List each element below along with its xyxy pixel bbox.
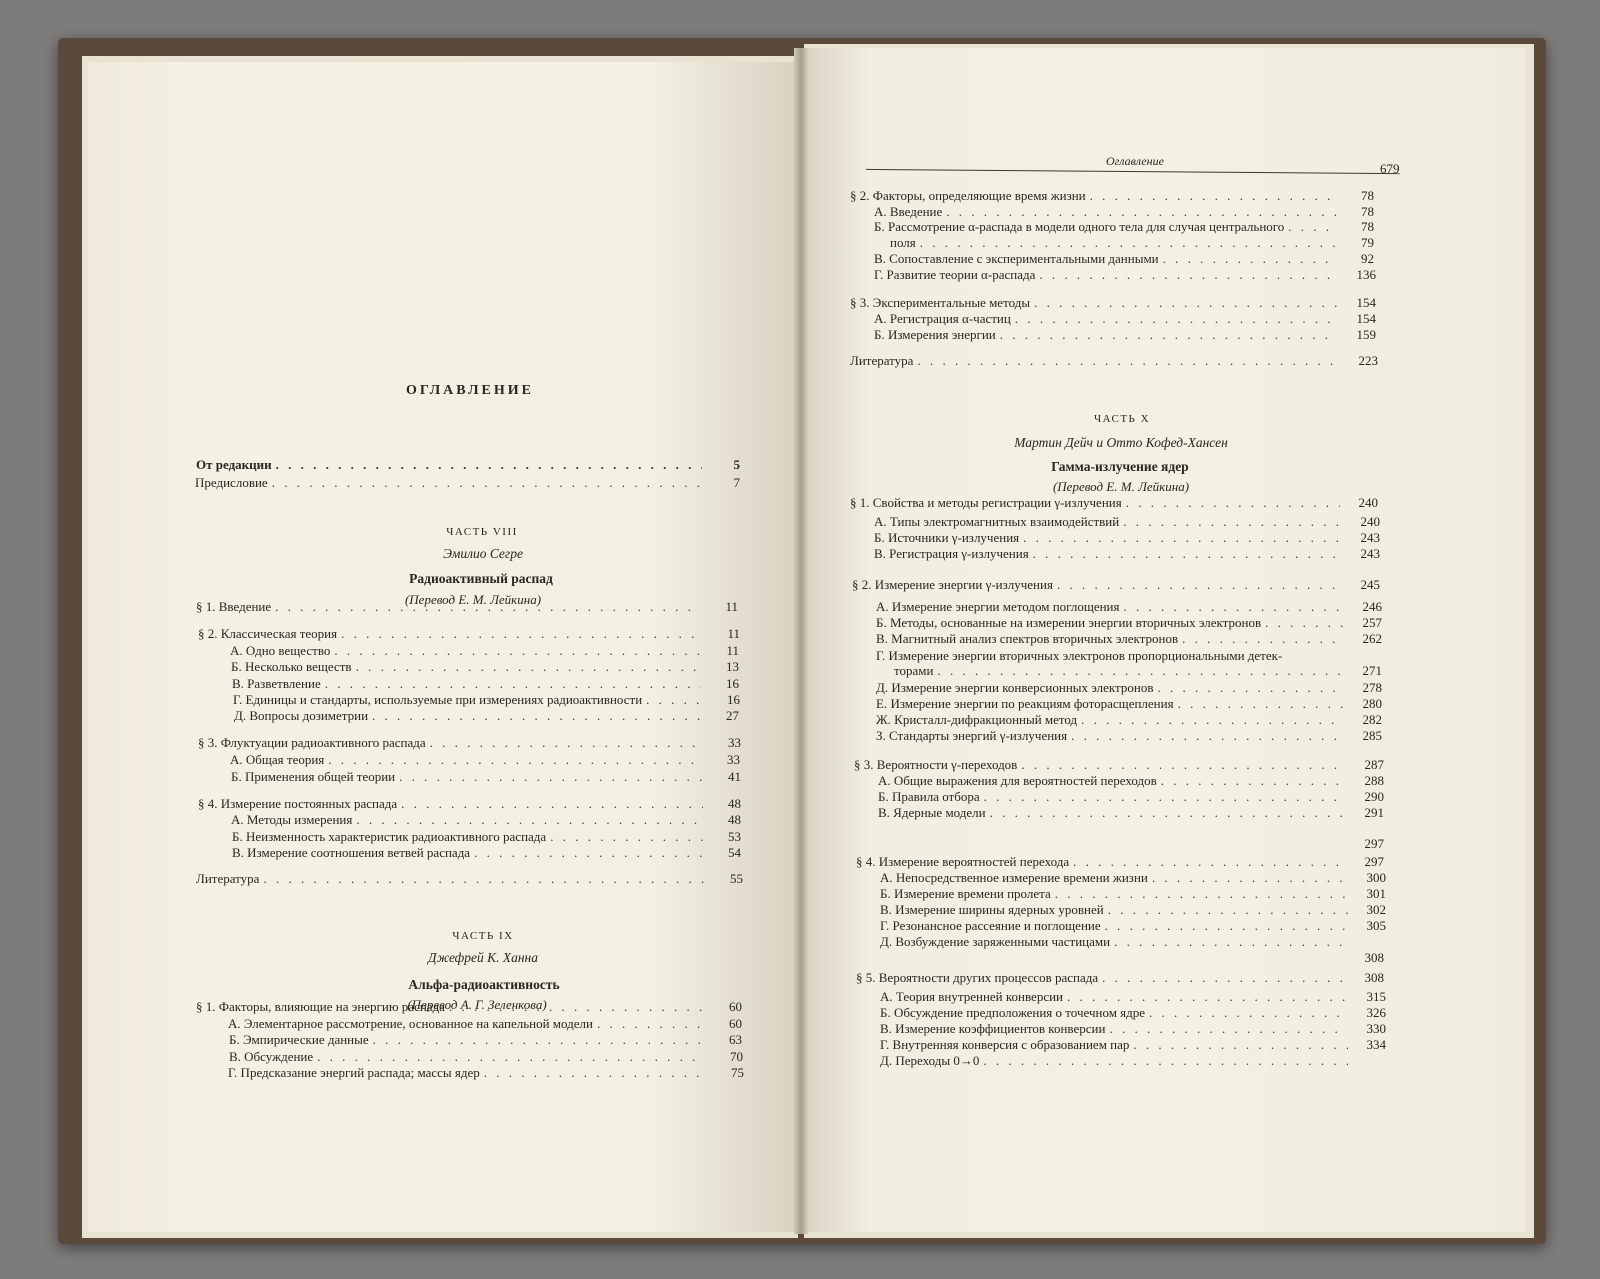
entry-page-number: 154 [1356, 311, 1376, 326]
dot-leader [1081, 713, 1344, 727]
entry-page-number: 243 [1360, 546, 1380, 561]
dot-leader [1114, 935, 1346, 949]
dot-leader [1057, 578, 1342, 592]
part8-title: Радиоактивный распад [409, 571, 553, 586]
entry-title: А. Регистрация α-частиц [874, 311, 1011, 326]
part10-entry [854, 758, 1384, 772]
entry-page-number: 243 [1360, 530, 1380, 545]
entry-page-number: 280 [1362, 696, 1382, 711]
entry-title: § 1. Свойства и методы регистрации γ-излучения [850, 495, 1122, 510]
entry-title: А. Общая теория [230, 752, 325, 767]
entry-page-number: 75 [731, 1065, 744, 1080]
part10-entry [852, 578, 1380, 592]
part10-entry [876, 649, 1382, 663]
dot-leader [401, 797, 703, 811]
entry-title: Б. Методы, основанные на измерении энергии вторичных электронов [876, 615, 1262, 630]
entry-page-number: 326 [1366, 1005, 1386, 1020]
part10-author: Мартин Дейч и Отто Кофед-Хансен [1014, 435, 1228, 450]
entry-page-number: 301 [1366, 886, 1386, 901]
part10-entry [874, 515, 1380, 529]
entry-page-number: 308 [1364, 950, 1384, 965]
dot-leader [646, 693, 702, 707]
part10-entry [878, 774, 1384, 788]
entry-title: Д. Возбуждение заряженными частицами [880, 934, 1111, 949]
entry-page-number: 278 [1362, 680, 1382, 695]
dot-leader [474, 846, 703, 860]
part9-entry [229, 1050, 743, 1064]
entry-page-number: 154 [1356, 295, 1376, 310]
dot-leader [1105, 919, 1348, 933]
part8-entry [231, 660, 739, 674]
part8-entry [196, 600, 738, 614]
part8-entry [231, 813, 741, 827]
part9-cont-entry [874, 328, 1376, 342]
dot-leader [1161, 774, 1346, 788]
entry-page-number: 297 [1364, 854, 1384, 869]
entry-title: Литература [850, 353, 914, 368]
entry-page-number: 291 [1364, 805, 1384, 820]
part8-entry [231, 770, 741, 784]
entry-page-number: 282 [1362, 712, 1382, 727]
dot-leader [276, 458, 702, 472]
dot-leader [399, 770, 703, 784]
entry-title: Предисловие [195, 475, 268, 490]
entry-page-number: 287 [1364, 757, 1384, 772]
entry-page-number: 16 [726, 676, 739, 691]
part10-entry [856, 855, 1384, 869]
entry-title: А. Методы измерения [231, 812, 353, 827]
dot-leader [597, 1017, 704, 1031]
entry-title: § 4. Измерение постоянных распада [198, 796, 398, 811]
entry-page-number: 78 [1361, 204, 1374, 219]
entry-page-number: 285 [1362, 728, 1382, 743]
part9-label: ЧАСТЬ IX [452, 930, 514, 942]
part8-entry [230, 753, 740, 767]
part8-translation: (Перевод Е. М. Лейкина) [404, 592, 542, 607]
part10-entry [876, 600, 1382, 614]
dot-leader [356, 660, 701, 674]
dot-leader [1055, 887, 1348, 901]
part9-cont-entry [874, 252, 1374, 266]
dot-leader [263, 872, 705, 886]
part10-entry [876, 681, 1382, 695]
dot-leader [1109, 1022, 1348, 1036]
part8-entry [198, 797, 741, 811]
part9-author: Джефрей К. Ханна [428, 950, 538, 965]
part9-cont-entry [874, 220, 1374, 234]
entry-title: А. Измерение энергии методом поглощения [876, 599, 1120, 614]
entry-page-number: 300 [1366, 870, 1386, 885]
dot-leader [1039, 268, 1338, 282]
entry-page-number: 13 [726, 659, 739, 674]
part10-entry [876, 616, 1382, 630]
dot-leader [1034, 296, 1338, 310]
dot-leader [1163, 252, 1336, 266]
dot-leader [1102, 971, 1346, 985]
entry-page-number: 308 [1364, 970, 1384, 985]
dot-leader [356, 813, 703, 827]
entry-title: В. Разветвление [232, 676, 321, 691]
part10-entry [876, 697, 1382, 711]
dot-leader [449, 1000, 704, 1014]
entry-page-number: 27 [726, 708, 739, 723]
entry-title: § 3. Вероятности γ-переходов [854, 757, 1018, 772]
entry-title: От редакции [196, 457, 272, 472]
part9-entry [228, 1017, 742, 1031]
entry-page-number: 33 [728, 735, 741, 750]
part10-entry [876, 632, 1382, 646]
part10-label: ЧАСТЬ X [1093, 413, 1151, 425]
dot-leader [272, 476, 702, 490]
entry-title: § 2. Классическая теория [198, 626, 338, 641]
entry-title: В. Измерение соотношения ветвей распада [232, 845, 471, 860]
dot-leader [328, 753, 702, 767]
entry-page-number: 246 [1362, 599, 1382, 614]
part9-cont-entry [850, 354, 1378, 368]
entry-title: Литература [196, 871, 260, 886]
part9-cont-entry [890, 236, 1374, 250]
dot-leader [1000, 328, 1338, 342]
dot-leader [1152, 871, 1348, 885]
part9-cont-entry [874, 312, 1376, 326]
entry-page-number: 60 [729, 1016, 742, 1031]
dot-leader [275, 600, 700, 614]
dot-leader [1124, 600, 1345, 614]
entry-title: Г. Внутренняя конверсия с образованием пар [880, 1037, 1130, 1052]
entry-page-number: 70 [730, 1049, 743, 1064]
entry-page-number: 11 [727, 626, 740, 641]
entry-title: Г. Резонансное рассеяние и поглощение [880, 918, 1101, 933]
dot-leader [1149, 1006, 1348, 1020]
part8-entry [196, 872, 743, 886]
dot-leader [430, 736, 703, 750]
entry-title: В. Измерение ширины ядерных уровней [880, 902, 1104, 917]
part10-entry [878, 790, 1384, 804]
part10-entry [880, 1038, 1386, 1052]
entry-page-number: 48 [728, 812, 741, 827]
entry-title: В. Магнитный анализ спектров вторичных электронов [876, 631, 1179, 646]
contents-heading: ОГЛАВЛЕНИЕ [406, 383, 534, 398]
entry-title: Г. Предсказание энергий распада; массы ядер [228, 1065, 480, 1080]
entry-title: В. Измерение коэффициентов конверсии [880, 1021, 1106, 1036]
entry-title: § 1. Введение [196, 599, 272, 614]
dot-leader [1090, 189, 1336, 203]
entry-page-number: 78 [1361, 188, 1374, 203]
entry-title: Б. Рассмотрение α-распада в модели одного тела для случая центрального [874, 219, 1285, 234]
entry-title: Б. Измерения энергии [874, 327, 996, 342]
dot-leader [1023, 531, 1342, 545]
entry-title: В. Ядерные модели [878, 805, 986, 820]
entry-page-number: 16 [727, 692, 740, 707]
entry-page-number: 48 [728, 796, 741, 811]
part10-entry [850, 496, 1378, 510]
dot-leader [920, 236, 1336, 250]
dot-leader [1126, 496, 1340, 510]
entry-page-number: 5 [733, 457, 740, 472]
part10-entry [1300, 951, 1384, 965]
dot-leader [1067, 990, 1348, 1004]
entry-title: § 2. Измерение энергии γ-излучения [852, 577, 1053, 592]
entry-page-number: 262 [1362, 631, 1382, 646]
dot-leader [325, 677, 701, 691]
entry-page-number: 288 [1364, 773, 1384, 788]
part10-translation: (Перевод Е. М. Лейкина) [1052, 479, 1190, 494]
dot-leader [317, 1050, 705, 1064]
part10-entry [878, 806, 1384, 820]
entry-page-number: 240 [1358, 495, 1378, 510]
entry-page-number: 54 [728, 845, 741, 860]
dot-leader [484, 1066, 706, 1080]
entry-title: Д. Вопросы дозиметрии [234, 708, 369, 723]
part8-entry [232, 677, 739, 691]
entry-page-number: 63 [729, 1032, 742, 1047]
dot-leader [1133, 1038, 1348, 1052]
dot-leader [1157, 681, 1344, 695]
entry-page-number: 302 [1366, 902, 1386, 917]
entry-title: поля [890, 235, 916, 250]
entry-title: Б. Применения общей теории [231, 769, 396, 784]
part10-entry [880, 871, 1386, 885]
entry-page-number: 290 [1364, 789, 1384, 804]
dot-leader [1071, 729, 1344, 743]
dot-leader [550, 830, 703, 844]
part8-entry [198, 627, 740, 641]
front-matter-entry [196, 458, 740, 472]
part9-cont-entry [850, 189, 1374, 203]
entry-title: Г. Развитие теории α-распада [874, 267, 1036, 282]
part8-entry [234, 709, 739, 723]
entry-page-number: 305 [1366, 918, 1386, 933]
dot-leader [984, 790, 1346, 804]
entry-title: Б. Правила отбора [878, 789, 980, 804]
entry-page-number: 159 [1356, 327, 1376, 342]
entry-page-number: 11 [725, 599, 738, 614]
dot-leader [341, 627, 702, 641]
part9-cont-entry [850, 296, 1376, 310]
dot-leader [373, 1033, 704, 1047]
dot-leader [1033, 547, 1342, 561]
entry-title: § 3. Экспериментальные методы [850, 295, 1031, 310]
part10-entry [874, 547, 1380, 561]
part10-entry [880, 990, 1386, 1004]
entry-page-number: 297 [1364, 836, 1384, 851]
entry-page-number: 33 [727, 752, 740, 767]
dot-leader [937, 664, 1344, 678]
entry-title: Д. Измерение энергии конверсионных электронов [876, 680, 1154, 695]
entry-page-number: 334 [1366, 1037, 1386, 1052]
entry-title: Г. Единицы и стандарты, используемые при измерениях радиоактивности [233, 692, 643, 707]
running-head: Оглавление [1106, 154, 1164, 168]
entry-page-number: 315 [1366, 989, 1386, 1004]
part10-title: Гамма-излучение ядер [1051, 459, 1189, 474]
part9-cont-entry [874, 205, 1374, 219]
part8-entry [232, 830, 741, 844]
part9-translation: (Перевод А. Г. Зеленкова) [407, 997, 547, 1012]
entry-title: А. Непосредственное измерение времени жизни [880, 870, 1148, 885]
dot-leader [1182, 632, 1344, 646]
entry-title: А. Общие выражения для вероятностей переходов [878, 773, 1157, 788]
entry-title: Б. Обсуждение предположения о точечном ядре [880, 1005, 1146, 1020]
dot-leader [946, 205, 1336, 219]
part10-entry [880, 887, 1386, 901]
part10-entry [874, 531, 1380, 545]
entry-page-number: 92 [1361, 251, 1374, 266]
entry-page-number: 53 [728, 829, 741, 844]
part10-entry [876, 713, 1382, 727]
part9-title: Альфа-радиоактивность [408, 977, 560, 992]
dot-leader [990, 806, 1346, 820]
part8-entry [198, 736, 741, 750]
entry-page-number: 78 [1361, 219, 1374, 234]
part10-entry [880, 919, 1386, 933]
entry-title: А. Введение [874, 204, 943, 219]
dot-leader [1288, 220, 1336, 234]
part10-entry [880, 903, 1386, 917]
page-number: 679 [1380, 161, 1400, 176]
part10-entry [880, 1022, 1386, 1036]
dot-leader [1021, 758, 1346, 772]
dot-leader [1123, 515, 1342, 529]
dot-leader [983, 1054, 1348, 1068]
dot-leader [1108, 903, 1348, 917]
entry-title: Г. Измерение энергии вторичных электронов пропорциональными детек- [876, 648, 1283, 663]
entry-page-number: 271 [1362, 663, 1382, 678]
entry-page-number: 55 [730, 871, 743, 886]
dot-leader [1015, 312, 1338, 326]
entry-page-number: 11 [726, 643, 739, 658]
part10-entry [880, 1054, 1386, 1068]
entry-title: Е. Измерение энергии по реакциям фоторасщепления [876, 696, 1174, 711]
entry-title: Б. Измерение времени пролета [880, 886, 1051, 901]
entry-title: Б. Источники γ-излучения [874, 530, 1020, 545]
entry-title: торами [894, 663, 934, 678]
dot-leader [372, 709, 701, 723]
entry-title: Б. Неизменность характеристик радиоактивного распада [232, 829, 547, 844]
entry-title: А. Элементарное рассмотрение, основанное на капельной модели [228, 1016, 593, 1031]
part9-entry [229, 1033, 742, 1047]
part10-entry [1300, 837, 1384, 851]
entry-page-number: 240 [1360, 514, 1380, 529]
part8-label: ЧАСТЬ VIII [446, 526, 518, 538]
dot-leader [1265, 616, 1344, 630]
part10-entry [856, 971, 1384, 985]
part10-entry [894, 664, 1382, 678]
entry-title: § 4. Измерение вероятностей перехода [856, 854, 1070, 869]
part10-entry [880, 1006, 1386, 1020]
front-matter-entry [195, 476, 740, 490]
entry-page-number: 60 [729, 999, 742, 1014]
part8-entry [230, 644, 739, 658]
entry-page-number: 79 [1361, 235, 1374, 250]
part10-entry [876, 729, 1382, 743]
entry-title: А. Одно вещество [230, 643, 331, 658]
entry-title: А. Теория внутренней конверсии [880, 989, 1064, 1004]
entry-title: § 3. Флуктуации радиоактивного распада [198, 735, 426, 750]
entry-page-number: 245 [1360, 577, 1380, 592]
entry-title: Б. Эмпирические данные [229, 1032, 369, 1047]
entry-title: В. Регистрация γ-излучения [874, 546, 1029, 561]
entry-page-number: 257 [1362, 615, 1382, 630]
entry-page-number: 223 [1358, 353, 1378, 368]
part8-entry [233, 693, 740, 707]
entry-title: В. Сопоставление с экспериментальными данными [874, 251, 1159, 266]
part8-entry [232, 846, 741, 860]
part10-entry [880, 935, 1384, 949]
part8-author: Эмилио Сегре [443, 546, 523, 561]
part9-entry [228, 1066, 744, 1080]
entry-title: З. Стандарты энергий γ-излучения [876, 728, 1068, 743]
dot-leader [917, 354, 1340, 368]
entry-title: Ж. Кристалл-дифракционный метод [876, 712, 1078, 727]
book-gutter [794, 48, 808, 1234]
entry-title: § 5. Вероятности других процессов распада [856, 970, 1099, 985]
entry-page-number: 7 [733, 475, 740, 490]
entry-page-number: 41 [728, 769, 741, 784]
dot-leader [1178, 697, 1344, 711]
entry-title: § 1. Факторы, влияющие на энергию распада [196, 999, 445, 1014]
part9-cont-entry [874, 268, 1376, 282]
dot-leader [1073, 855, 1346, 869]
entry-title: В. Обсуждение [229, 1049, 314, 1064]
part9-entry [196, 1000, 742, 1014]
entry-page-number: 136 [1356, 267, 1376, 282]
entry-page-number: 330 [1366, 1021, 1386, 1036]
entry-title: § 2. Факторы, определяющие время жизни [850, 188, 1086, 203]
entry-title: Д. Переходы 0→0 [880, 1053, 980, 1068]
entry-title: Б. Несколько веществ [231, 659, 352, 674]
entry-title: А. Типы электромагнитных взаимодействий [874, 514, 1120, 529]
dot-leader [334, 644, 701, 658]
